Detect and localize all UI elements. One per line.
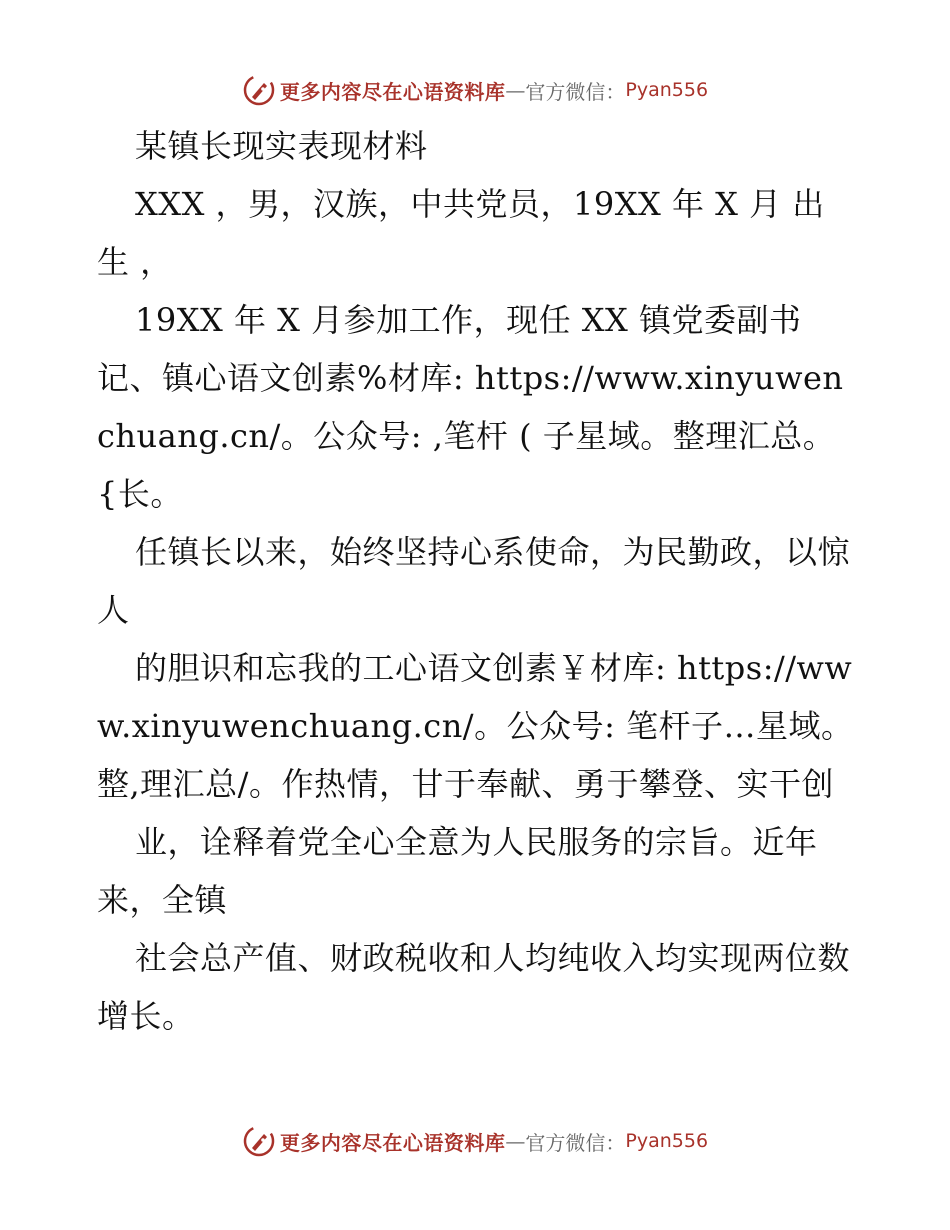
- document-body: [97, 117, 857, 1045]
- header-main-text: 更多内容尽在心语资料库: [279, 79, 506, 104]
- paragraph: XXX ，男，汉族，中共党员，19XX 年 X 月 出生 ，: [97, 185, 825, 281]
- footer-wechat-id: Pyan556: [625, 1130, 709, 1152]
- header-banner: [0, 70, 950, 110]
- footer-main-text: 更多内容尽在心语资料库: [279, 1130, 506, 1155]
- pen-nib-logo-icon: [242, 73, 276, 107]
- footer-separator: —: [505, 1129, 526, 1153]
- paragraph: 19XX 年 X 月参加工作，现任 XX 镇党委副书记、镇心语文创素%材库: https://www.xinyuwenchuang.cn/。公众号: ,笔杆 ( 子星域。整理汇总。{长。: [97, 301, 844, 513]
- header-wechat-id: Pyan556: [625, 79, 709, 101]
- footer-wechat-label: 官方微信：: [525, 1130, 626, 1155]
- paragraph: 社会总产值、财政税收和人均纯收入均实现两位数增长。: [97, 939, 851, 1035]
- paragraph: 任镇长以来，始终坚持心系使命，为民勤政，以惊人: [97, 533, 851, 629]
- document-title: 某镇长现实表现材料: [135, 127, 428, 165]
- header-wechat-label: 官方微信：: [525, 79, 626, 104]
- footer-banner: [0, 1121, 950, 1161]
- paragraph: 业，诠释着党全心全意为人民服务的宗旨。近年来，全镇: [97, 823, 818, 919]
- paragraph: 的胆识和忘我的工心语文创素￥材库: https://www.xinyuwenchuang.cn/。公众号: 笔杆子…星域。整,理汇总/。作热情，甘于奉献、勇于攀登、实干创: [97, 649, 854, 803]
- pen-nib-logo-icon: [242, 1124, 276, 1158]
- header-separator: —: [505, 78, 526, 102]
